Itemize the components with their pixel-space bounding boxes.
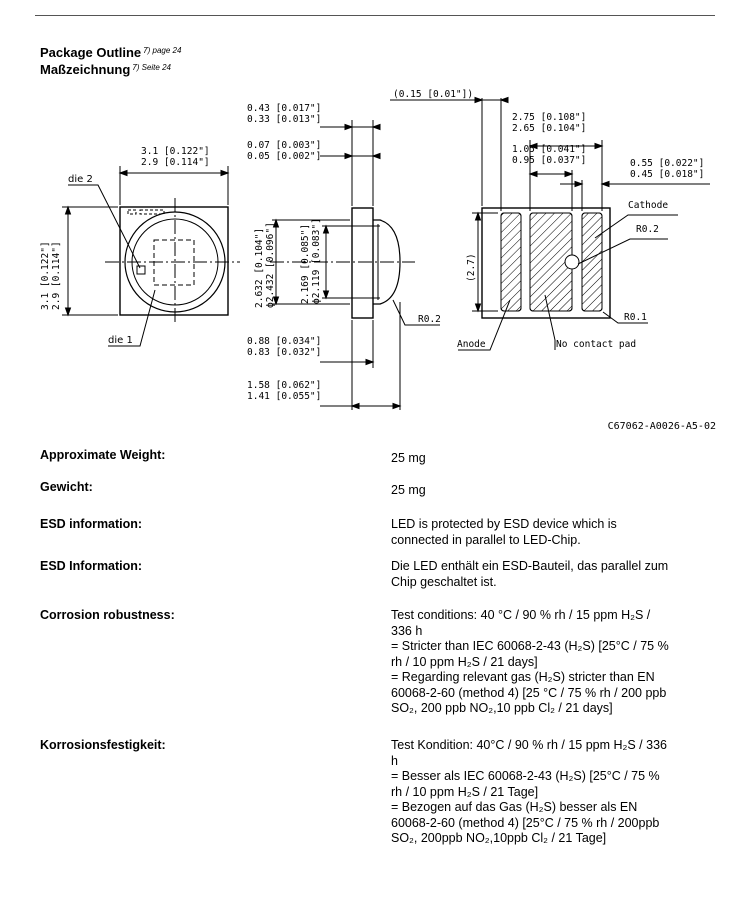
spec-value-line: h — [391, 753, 398, 768]
side-dim-t4: 0.05 [0.002"] — [247, 151, 322, 162]
side-dim-b3: 1.58 [0.062"] — [247, 380, 322, 391]
spec-value — [391, 559, 721, 590]
side-dia1-min: ϕ2.432 [0.096"] — [265, 222, 276, 308]
package-outline-drawing — [0, 80, 756, 420]
side-dim-b1: 0.88 [0.034"] — [247, 336, 322, 347]
bottom-radius-01: R0.1 — [624, 312, 647, 323]
spec-value-line: 336 h — [391, 623, 423, 638]
bottom-dim-c1: 1.05 [0.041"] — [512, 144, 587, 155]
bottom-dim-a2: 2.65 [0.104"] — [512, 123, 587, 134]
spec-value-line: 25 mg — [391, 451, 426, 465]
front-height-min: 2.9 [0.114"] — [51, 241, 62, 310]
drawing-code: C67062-A0026-A5-02 — [607, 421, 716, 432]
spec-key: ESD Information: — [40, 559, 143, 573]
side-dim-t3: 0.07 [0.003"] — [247, 140, 322, 151]
spec-value-line: = Besser als IEC 60068-2-43 (H₂S) [25°C / 75 % — [391, 769, 660, 783]
bottom-dim-p1: (0.15 [0.01"]) — [393, 89, 474, 100]
title-en — [40, 45, 181, 62]
no-contact-pad-label: No contact pad — [556, 339, 637, 350]
spec-value — [391, 608, 721, 717]
side-dim-b4: 1.41 [0.055"] — [247, 391, 322, 402]
title-de — [40, 62, 171, 79]
side-dim-t2: 0.33 [0.013"] — [247, 114, 322, 125]
front-width-min: 2.9 [0.114"] — [141, 157, 210, 168]
side-view — [270, 120, 440, 410]
cathode-label: Cathode — [628, 200, 669, 211]
spec-value-line: connected in parallel to LED-Chip. — [391, 532, 581, 547]
side-radius: R0.2 — [418, 314, 441, 325]
spec-value-line: Test conditions: 40 °C / 90 % rh / 15 ppm H₂S / — [391, 608, 651, 622]
side-dia1-max: 2.632 [0.104"] — [254, 227, 265, 308]
spec-key: ESD information: — [40, 517, 143, 531]
bottom-dim-c2: 0.95 [0.037"] — [512, 155, 587, 166]
spec-value-line: Die LED enthält ein ESD-Bauteil, das parallel zum — [391, 559, 669, 573]
spec-value — [391, 517, 721, 548]
die2-label: die 2 — [68, 174, 93, 185]
spec-key: Gewicht: — [40, 480, 93, 494]
bottom-dim-e2: 0.45 [0.018"] — [630, 169, 705, 180]
front-height-max: 3.1 [0.122"] — [40, 241, 51, 310]
front-width-max: 3.1 [0.122"] — [141, 146, 210, 157]
spec-value-line: rh / 10 ppm H₂S / 21 days] — [391, 654, 538, 669]
spec-value-line: Test Kondition: 40°C / 90 % rh / 15 ppm H₂S / 336 — [391, 738, 667, 752]
side-dim-t1: 0.43 [0.017"] — [247, 103, 322, 114]
spec-value-line: 60068-2-60 (method 4) [25 °C / 75 % rh / 200 ppb — [391, 685, 667, 700]
title-en-ref: 7) page 24 — [143, 46, 182, 55]
spec-value — [391, 738, 721, 847]
spec-value-line: SO₂, 200 ppb NO₂,10 ppb Cl₂ / 21 days] — [391, 701, 613, 715]
bottom-view — [390, 98, 710, 351]
spec-key: Corrosion robustness: — [40, 608, 175, 622]
spec-key: Approximate Weight: — [40, 448, 166, 462]
spec-value-line: 60068-2-60 (method 4) [25°C / 75 % rh / 200ppb — [391, 815, 660, 830]
title-de-ref: 7) Seite 24 — [132, 63, 171, 72]
die1-label: die 1 — [108, 335, 133, 346]
side-dim-b2: 0.83 [0.032"] — [247, 347, 322, 358]
side-dia2-min: ϕ2.119 [0.083"] — [311, 218, 322, 304]
spec-value — [391, 451, 721, 467]
front-view — [62, 166, 240, 346]
spec-key: Korrosionsfestigkeit: — [40, 738, 166, 752]
top-rule — [35, 15, 715, 16]
spec-value-line: = Bezogen auf das Gas (H₂S) besser als EN — [391, 800, 638, 814]
spec-value-line: rh / 10 ppm H₂S / 21 Tage] — [391, 784, 539, 799]
title-de-text: Maßzeichnung — [40, 62, 131, 77]
spec-value-line: = Regarding relevant gas (H₂S) stricter than EN — [391, 670, 655, 684]
spec-value-line: LED is protected by ESD device which is — [391, 517, 617, 531]
spec-value — [391, 483, 721, 499]
spec-value-line: 25 mg — [391, 483, 426, 497]
title-en-text: Package Outline — [40, 45, 142, 60]
anode-label: Anode — [457, 339, 486, 350]
spec-value-line: Chip geschaltet ist. — [391, 574, 497, 589]
bottom-dim-e1: 0.55 [0.022"] — [630, 158, 705, 169]
spec-value-line: = Stricter than IEC 60068-2-43 (H₂S) [25°C / 75 % — [391, 639, 669, 653]
bottom-height: (2.7) — [466, 253, 477, 282]
spec-value-line: SO₂, 200ppb NO₂,10ppb Cl₂ / 21 Tage] — [391, 831, 607, 845]
bottom-dim-a1: 2.75 [0.108"] — [512, 112, 587, 123]
side-dia2-max: 2.169 [0.085"] — [300, 223, 311, 304]
bottom-radius-02: R0.2 — [636, 224, 659, 235]
